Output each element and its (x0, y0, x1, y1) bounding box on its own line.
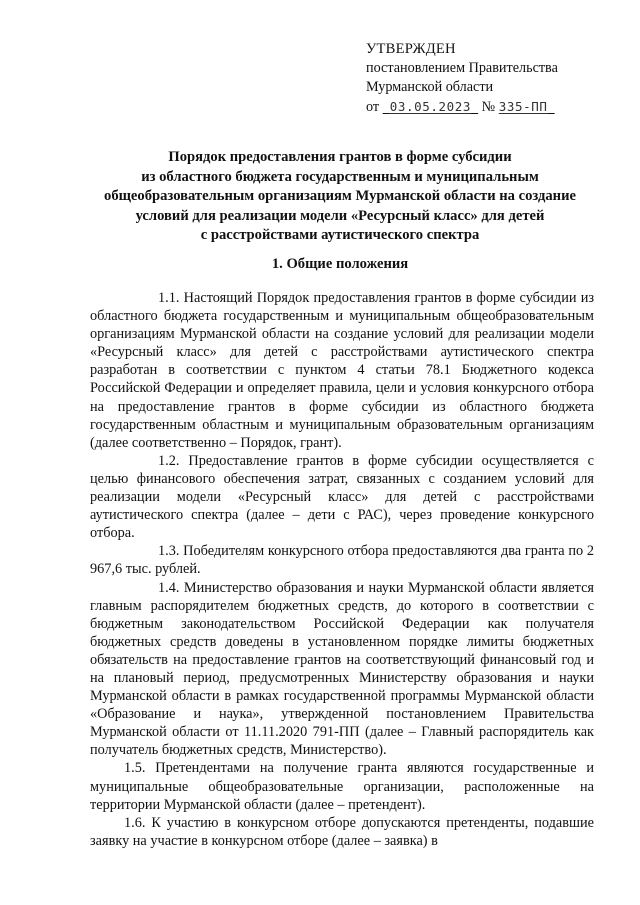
approval-stamp-block (366, 40, 616, 117)
approval-date-line (366, 97, 616, 117)
paragraph-text: Победителям конкурсного отбора предоставляются два гранта по 2 967,6 тыс. рублей. (90, 543, 594, 578)
number-blank-right (548, 99, 555, 115)
paragraph-number: 1.1. (158, 290, 180, 306)
paragraph-number: 1.6. (124, 814, 146, 831)
paragraph-number: 1.4. (158, 579, 180, 596)
paragraph-text: Настоящий Порядок предоставления грантов в форме субсидии из областного бюджета государственным и муниципальным общеобразовательным организациям Мурманской области на создание условий для реализации модели «Ресурсный класс» для детей с расстройствами аутистического спектра разработан в соответствии с пунктом 4 статьи 78.1 Бюджетного кодекса Российской Федерации и определяет правила, цели и условия конкурсного отбора на предоставление грантов в форме субсидии из областного бюджета государственным областным и муниципальным образовательным организациям (далее соответственно – Порядок, грант). (90, 290, 594, 451)
paragraph-number: 1.2. (158, 452, 180, 469)
paragraph-number: 1.3. (158, 543, 180, 560)
paragraph (90, 289, 594, 452)
paragraph-number: 1.5. (124, 760, 146, 777)
paragraph-text: К участию в конкурсном отборе допускаются претенденты, подавшие заявку на участие в конкурсном отборе (далее – заявка) в (90, 814, 594, 849)
approval-number: 335-ПП (498, 99, 548, 114)
paragraph (90, 579, 594, 760)
title-line: условий для реализации модели «Ресурсный класс» для детей (135, 207, 545, 224)
document-title (86, 148, 594, 246)
date-prefix: от (366, 99, 380, 115)
title-line: из областного бюджета государственным и муниципальным (141, 168, 539, 185)
date-blank-right (471, 99, 478, 115)
paragraph-text: Претендентами на получение гранта являются государственные и муниципальные общеобразовательные организации, расположенные на территории Мурманской области (далее – претендент). (90, 760, 595, 813)
date-blank-left (383, 99, 390, 115)
title-line: общеобразовательным организациям Мурманской области на создание (104, 188, 576, 204)
approval-date: 03.05.2023 (389, 99, 472, 114)
paragraph-text: Министерство образования и науки Мурманской области является главным распорядителем бюджетных средств, до которого в соответствии с бюджетным законодательством Российской Федерации как получателя бюджетных средств доведены в установленном порядке лимиты бюджетных обязательств на предоставление грантов на соответствующий финансовый год и на плановый период, предусмотренных Министерству образования и науки Мурманской области в рамках государственной программы Мурманской области «Образование и наука», утвержденной постановлением Правительства Мурманской области от 11.11.2020 791-ПП (далее – Главный распорядитель как получатель бюджетных средств, Министерство). (90, 579, 594, 759)
title-line: Порядок предоставления грантов в форме субсидии (168, 149, 512, 165)
paragraph (90, 814, 594, 850)
approval-line-1: постановлением Правительства (366, 60, 558, 76)
paragraph-text: Предоставление грантов в форме субсидии осуществляется с целью финансового обеспечения затрат, связанных с созданием условий для реализации модели «Ресурсный класс» для детей с расстройствами аутистического спектра (далее – дети с РАС), через проведение конкурсного отбора. (90, 452, 595, 542)
paragraph (90, 759, 594, 813)
paragraph (90, 452, 594, 542)
approval-heading: УТВЕРЖДЕН (366, 41, 456, 57)
document-body (90, 289, 594, 850)
title-line: с расстройствами аутистического спектра (200, 227, 480, 243)
number-prefix: № (481, 99, 496, 115)
approval-line-2: Мурманской области (366, 79, 494, 95)
paragraph (90, 542, 594, 578)
section-heading: 1. Общие положения (271, 256, 409, 272)
